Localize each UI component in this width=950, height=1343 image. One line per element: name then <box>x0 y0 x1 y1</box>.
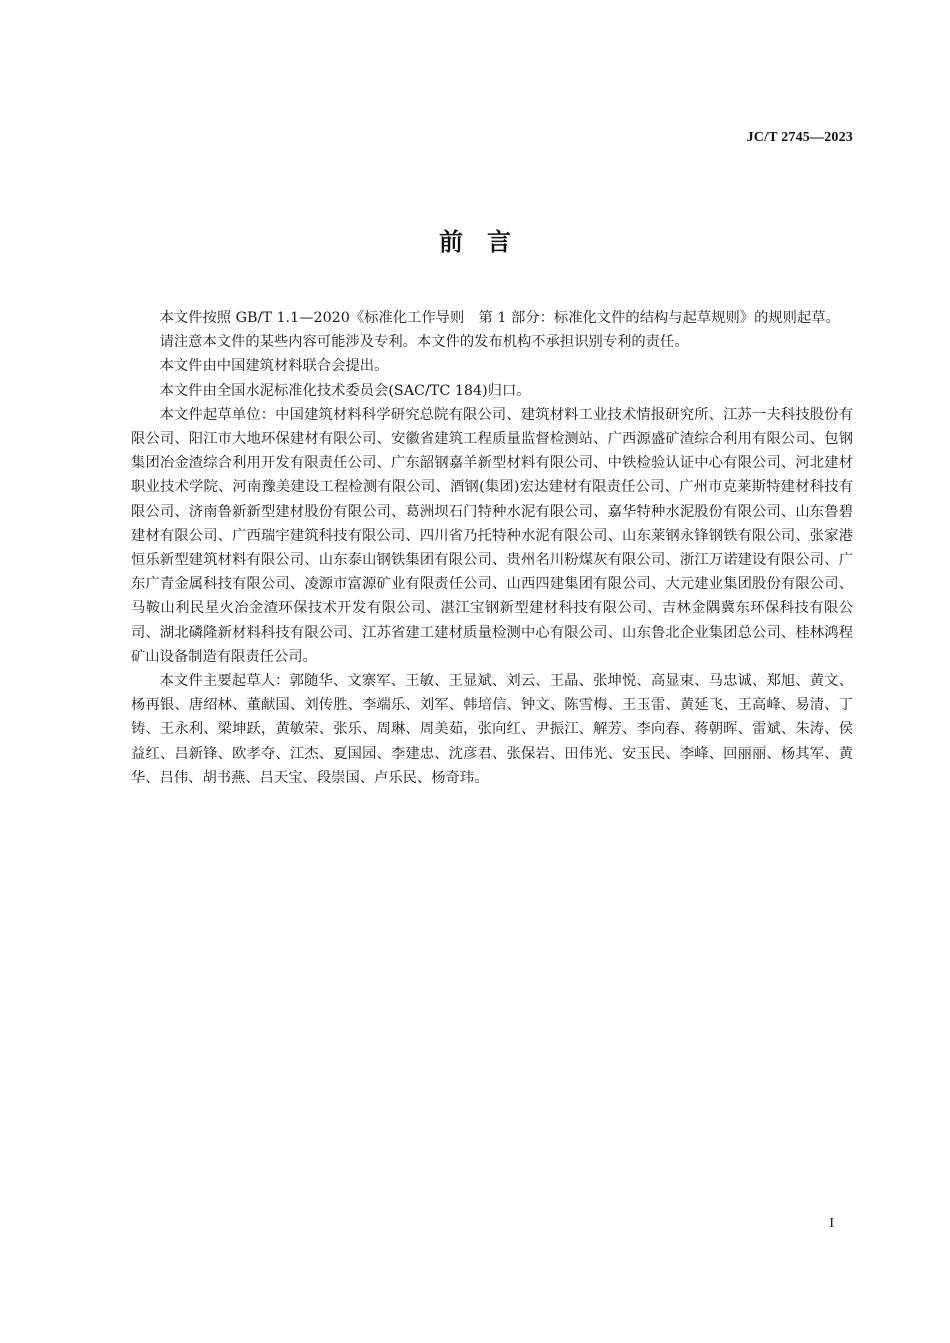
paragraph-committee: 本文件由全国水泥标准化技术委员会(SAC/TC 184)归口。 <box>159 382 531 399</box>
paragraph-proposer: 本文件由中国建筑材料联合会提出。 <box>159 358 389 375</box>
paragraph-drafting-units: 本文件起草单位：中国建筑材料科学研究总院有限公司、建筑材料工业技术情报研究所、江苏一夫科技股份有限公司、阳江市大地环保建材有限公司、安徽省建筑工程质量监督检测站、广西源盛矿渣综合利用有限公司、包钢集团冶金渣综合利用开发有限责任公司、广东韶钢嘉羊新型材料有限公司、中铁检验认证中心有限公司、河北建材职业技术学院、河南豫美建设工程检测有限公司、酒钢(集团)宏达建材有限责任公司、广州市克莱斯特建材科技有限公司、济南鲁新新型建材股份有限公司、葛洲坝石门特种水泥有限公司、嘉华特种水泥股份有限公司、山东鲁碧建材有限公司、广西瑞宇建筑科技有限公司、四川省乃托特种水泥有限公司、山东莱钢永锋钢铁有限公司、张家港恒乐新型建筑材料有限公司、山东泰山钢铁集团有限公司、贵州名川粉煤灰有限公司、浙江万诺建设有限公司、广东广青金属科技有限公司、凌源市富源矿业有限责任公司、山西四建集团有限公司、大元建业集团股份有限公司、马鞍山利民星火冶金渣环保技术开发有限公司、湛江宝钢新型建材科技有限公司、吉林金隅冀东环保科技有限公司、湖北磷隆新材料科技有限公司、江苏省建工建材质量检测中心有限公司、山东鲁北企业集团总公司、桂林鸿程矿山设备制造有限责任公司。 <box>131 406 853 665</box>
paragraph-drafting-rules: 本文件按照 GB/T 1.1—2020《标准化工作导则 第 1 部分：标准化文件的结构与起草规则》的规则起草。 <box>159 310 840 326</box>
standard-code: JC/T 2745—2023 <box>746 130 853 145</box>
foreword-body <box>131 306 853 790</box>
page-number: I <box>829 1216 834 1231</box>
paragraph-drafters: 本文件主要起草人：郭随华、文寨军、王敏、王显斌、刘云、王晶、张坤悦、高显束、马忠诚、郑旭、黄文、杨再银、唐绍林、董献国、刘传胜、李端乐、刘军、韩培信、钟文、陈雪梅、王玉雷、黄延飞、王高峰、易清、丁铸、王永利、梁坤跃，黄敏荣、张乐、周琳、周美茹，张向红、尹振江、解芳、李向春、蒋朝晖、雷斌、朱涛、侯益红、吕新锋、欧孝夺、江杰、夏国园、李建忠、沈彦君、张保岩、田伟光、安玉民、李峰、回丽丽、杨其军、黄华、吕伟、胡书燕、吕天宝、段崇国、卢乐民、杨奇玮。 <box>131 673 853 786</box>
paragraph-patent-notice: 请注意本文件的某些内容可能涉及专利。本文件的发布机构不承担识别专利的责任。 <box>159 334 689 351</box>
page-title: 前言 <box>439 228 535 256</box>
